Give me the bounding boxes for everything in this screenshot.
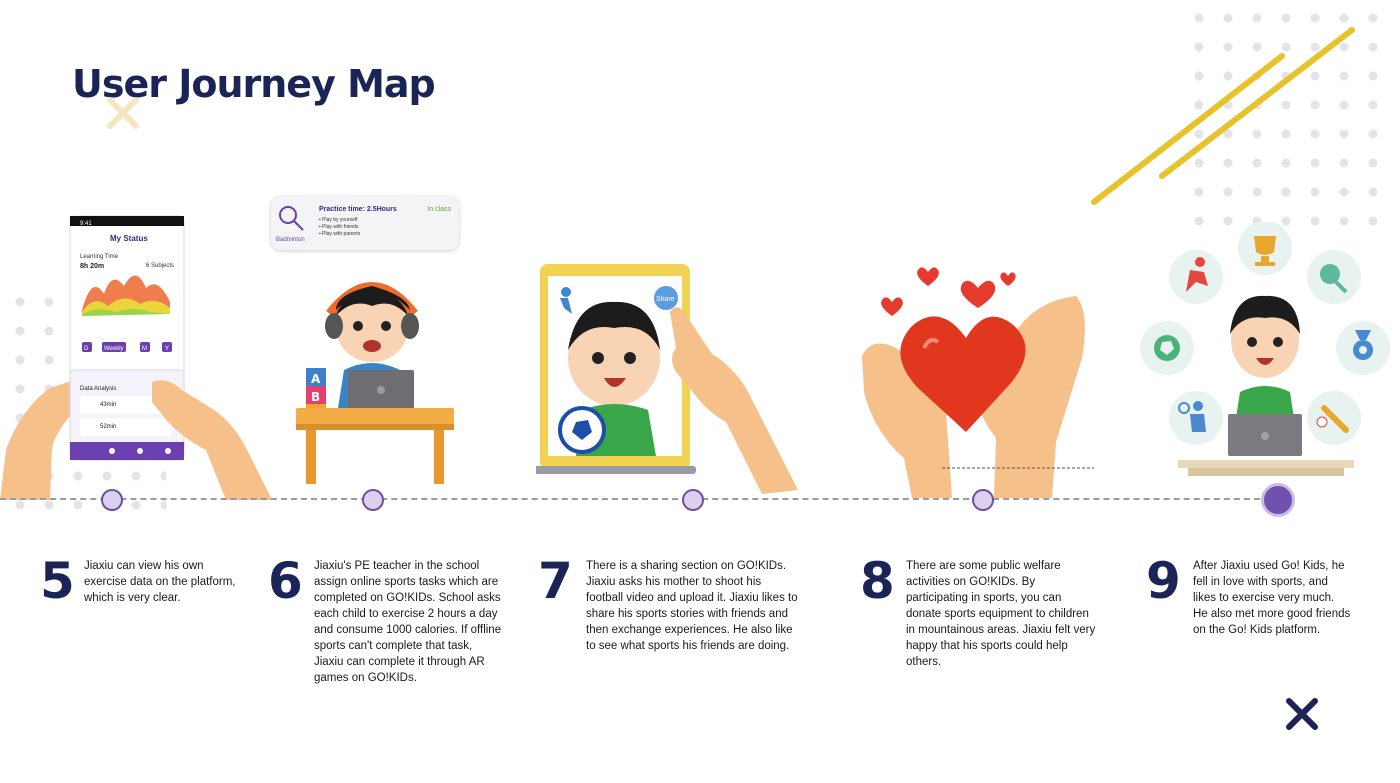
timeline-node-6 xyxy=(362,489,384,511)
phone-illustration xyxy=(0,210,272,500)
timeline-node-8 xyxy=(972,489,994,511)
sport-icons-illustration xyxy=(1138,222,1394,484)
timeline-node-5 xyxy=(101,489,123,511)
step-number: 7 xyxy=(538,552,573,610)
step-description: There is a sharing section on GO!KIDs. Jiaxiu asks his mother to shoot his football video and upload it. Jiaxiu likes to share his sports stories with friends and then exchange experiences. He also like to see what sports his friends are doing. xyxy=(586,560,798,652)
step-number: 9 xyxy=(1146,552,1181,610)
phone-status-time: 9:41 xyxy=(80,221,92,227)
step-description: There are some public welfare activities on GO!KIDs. By participating in sports, you can donate sports equipment to children in mountainous areas. Jiaxiu felt very happy that his sports could help others. xyxy=(906,560,1096,668)
phone-row-2: 52min xyxy=(100,424,117,430)
phone-card-title: Data Analysis xyxy=(80,386,117,392)
phone-tab-weekly: Weekly xyxy=(104,346,124,352)
step-description: Jiaxiu can view his own exercise data on the platform, which is very clear. xyxy=(84,560,236,604)
phone-stat-label: Learning Time xyxy=(80,254,119,260)
step-description: Jiaxiu's PE teacher in the school assign online sports tasks which are completed on GO!KIDs. School asks each child to exercise 2 hours a day and consume 1000 calories. If offline sports can't complete that task, Jiaxiu can complete it through AR games on GO!KIDs. xyxy=(314,560,502,684)
close-decoration-icon xyxy=(1284,696,1320,732)
phone-header: My Status xyxy=(110,234,148,243)
step-description: After Jiaxiu used Go! Kids, he fell in love with sports, and likes to exercise very much. He also met more good friends on the Go! Kids platform. xyxy=(1193,560,1351,636)
step-number: 5 xyxy=(40,552,75,610)
journey-timeline xyxy=(0,498,1290,500)
task-sport: Badminton xyxy=(276,237,305,243)
phone-stat-side: 6 Subjects xyxy=(146,263,175,269)
share-button-label: Share xyxy=(656,296,675,303)
boy-at-desk-illustration xyxy=(292,264,460,488)
badminton-icon xyxy=(277,204,305,232)
step-number: 8 xyxy=(860,552,895,610)
hands-heart-illustration xyxy=(856,262,1096,498)
task-line-1: • Play by yourself xyxy=(319,217,358,223)
phone-row-1: 43min xyxy=(100,402,117,408)
timeline-node-9 xyxy=(1261,483,1295,517)
task-card xyxy=(271,196,459,250)
cross-decoration-icon xyxy=(106,96,140,130)
phone-tab-d: D xyxy=(84,346,89,352)
step-number: 6 xyxy=(268,552,303,610)
block-b: B xyxy=(311,390,321,404)
timeline-node-7 xyxy=(682,489,704,511)
task-practice-label: Practice time: 2.5Hours xyxy=(319,206,397,213)
task-status: In class xyxy=(427,206,451,213)
phone-stat-value: 8h 20m xyxy=(80,263,105,270)
page-title: User Journey Map xyxy=(72,62,435,106)
stripes-decoration xyxy=(1090,24,1360,206)
task-line-2: • Play with friends xyxy=(319,224,359,230)
phone-tab-m: M xyxy=(142,346,147,352)
task-line-3: • Play with parents xyxy=(319,231,361,237)
phone-tab-y: Y xyxy=(165,346,170,352)
block-a: A xyxy=(311,372,321,386)
tablet-share-illustration xyxy=(536,262,806,494)
